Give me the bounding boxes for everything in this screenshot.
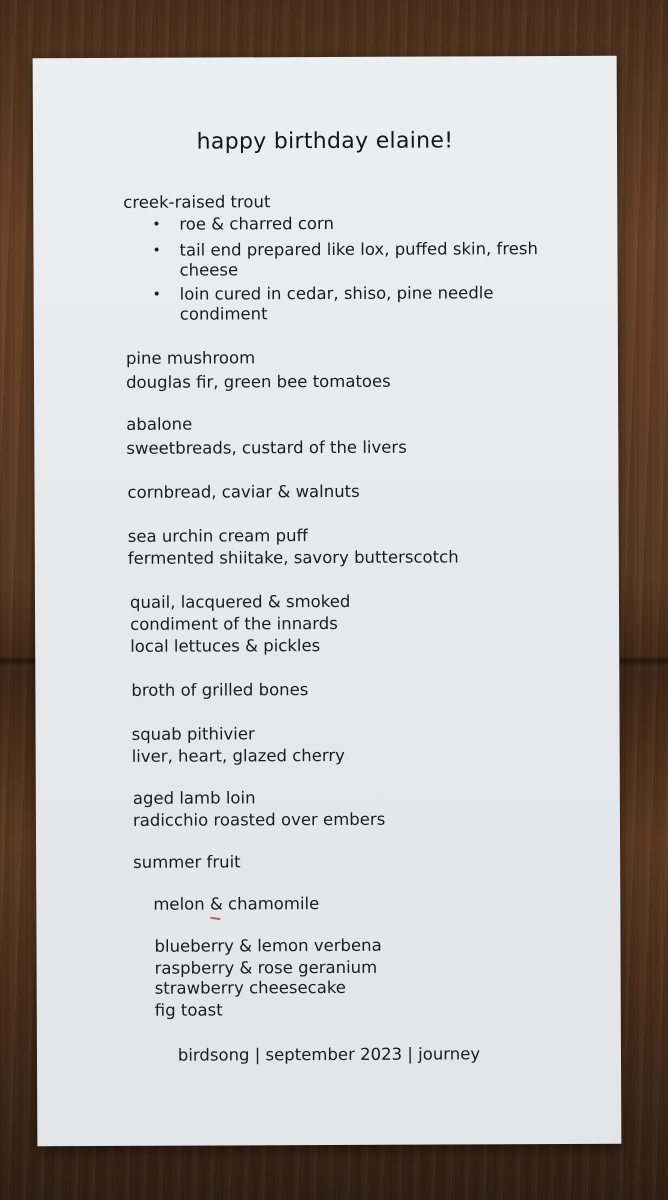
- trout-item-tail-cont: cheese: [179, 260, 239, 280]
- menu-footer: birdsong | september 2023 | journey: [177, 1044, 481, 1065]
- course-squab-desc: liver, heart, glazed cherry: [131, 745, 345, 766]
- fruit-item-melon: melon & chamomile: [153, 894, 320, 914]
- trout-item-loin: • loin cured in cedar, shiso, pine needle: [180, 282, 494, 305]
- course-squab: squab pithivier: [131, 724, 255, 744]
- ink-mark: [210, 917, 220, 920]
- course-mushroom-desc: douglas fir, green bee tomatoes: [126, 371, 391, 392]
- menu-title: happy birthday elaine!: [196, 128, 454, 155]
- course-broth: broth of grilled bones: [131, 680, 309, 700]
- fruit-item-blueberry: blueberry & lemon verbena: [154, 935, 382, 956]
- trout-item-tail: • tail end prepared like lox, puffed skin, fresh: [179, 238, 538, 262]
- course-quail-desc-2: local lettuces & pickles: [130, 636, 321, 656]
- course-trout: creek-raised trout: [123, 192, 271, 212]
- menu-card: [33, 56, 622, 1147]
- course-summer-fruit: summer fruit: [133, 852, 241, 872]
- fruit-item-raspberry: raspberry & rose geranium: [154, 957, 378, 978]
- fruit-item-fig: fig toast: [154, 1000, 223, 1020]
- course-mushroom: pine mushroom: [125, 348, 256, 368]
- course-sea-urchin: sea urchin cream puff: [127, 526, 308, 546]
- course-sea-urchin-desc: fermented shiitake, savory butterscotch: [127, 547, 459, 568]
- trout-item-roe: • roe & charred corn: [179, 213, 334, 236]
- course-abalone-desc: sweetbreads, custard of the livers: [126, 437, 407, 458]
- course-abalone: abalone: [126, 414, 193, 434]
- course-quail-desc-1: condiment of the innards: [130, 613, 338, 634]
- fruit-item-strawberry: strawberry cheesecake: [154, 977, 346, 998]
- trout-item-loin-cont: condiment: [179, 304, 268, 324]
- course-lamb: aged lamb loin: [132, 788, 256, 808]
- course-lamb-desc: radicchio roasted over embers: [132, 809, 386, 830]
- course-cornbread: cornbread, caviar & walnuts: [127, 481, 360, 502]
- course-quail: quail, lacquered & smoked: [129, 591, 351, 612]
